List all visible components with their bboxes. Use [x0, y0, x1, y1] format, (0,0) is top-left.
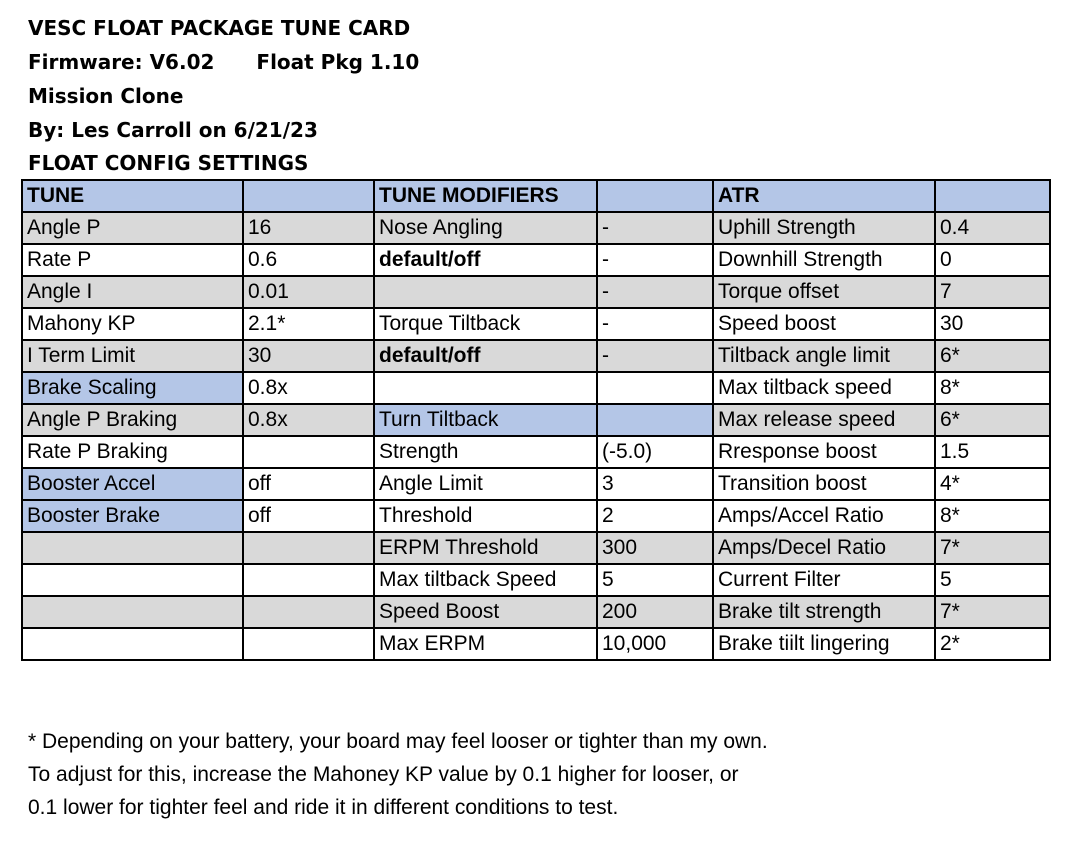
table-cell: - — [597, 244, 713, 276]
table-cell: Mahony KP — [22, 308, 243, 340]
table-cell: - — [597, 308, 713, 340]
table-cell: off — [243, 468, 374, 500]
board-name: Mission Clone — [28, 84, 184, 108]
table-cell: (-5.0) — [597, 436, 713, 468]
table-cell — [22, 532, 243, 564]
table-cell: Transition boost — [713, 468, 935, 500]
table-cell: 2.1* — [243, 308, 374, 340]
table-cell: Angle P — [22, 212, 243, 244]
table-row — [22, 564, 1050, 596]
table-cell: 7 — [935, 276, 1050, 308]
table-cell: Rate P Braking — [22, 436, 243, 468]
table-cell: Nose Angling — [374, 212, 597, 244]
table-cell: Rresponse boost — [713, 436, 935, 468]
table-cell: 10,000 — [597, 628, 713, 660]
table-cell: 7* — [935, 532, 1050, 564]
table-row — [22, 340, 1050, 372]
table-cell: Angle I — [22, 276, 243, 308]
table-cell — [243, 564, 374, 596]
table-cell: 5 — [597, 564, 713, 596]
table-cell: 300 — [597, 532, 713, 564]
table-cell: 8* — [935, 500, 1050, 532]
table-row — [22, 308, 1050, 340]
table-cell: Current Filter — [713, 564, 935, 596]
header-cell-atr: ATR — [713, 180, 935, 212]
table-cell: Brake tilt strength — [713, 596, 935, 628]
table-header-row — [22, 180, 1050, 212]
table-cell: 0.8x — [243, 372, 374, 404]
table-cell: 2* — [935, 628, 1050, 660]
table-cell: Booster Accel — [22, 468, 243, 500]
table-cell: 16 — [243, 212, 374, 244]
table-cell: Max ERPM — [374, 628, 597, 660]
float-pkg-version: Float Pkg 1.10 — [256, 50, 420, 74]
table-row — [22, 212, 1050, 244]
table-cell: Tiltback angle limit — [713, 340, 935, 372]
footnote-line: 0.1 lower for tighter feel and ride it in different conditions to test. — [28, 796, 619, 819]
table-cell: - — [597, 340, 713, 372]
table-row — [22, 596, 1050, 628]
table-row — [22, 244, 1050, 276]
header-cell — [243, 180, 374, 212]
table-cell — [597, 404, 713, 436]
table-cell: 200 — [597, 596, 713, 628]
footnote — [28, 725, 768, 824]
table-cell: 6* — [935, 340, 1050, 372]
table-cell: Torque Tiltback — [374, 308, 597, 340]
table-cell: 0 — [935, 244, 1050, 276]
author-line: By: Les Carroll on 6/21/23 — [28, 118, 318, 142]
table-cell: 3 — [597, 468, 713, 500]
table-cell: 2 — [597, 500, 713, 532]
table-cell: 1.5 — [935, 436, 1050, 468]
table-cell: default/off — [374, 244, 597, 276]
table-cell: - — [597, 212, 713, 244]
footnote-line: * Depending on your battery, your board may feel looser or tighter than my own. — [28, 730, 768, 753]
table-cell: Downhill Strength — [713, 244, 935, 276]
card-title: VESC FLOAT PACKAGE TUNE CARD — [28, 16, 411, 40]
table-row — [22, 500, 1050, 532]
table-row — [22, 372, 1050, 404]
table-cell: Max release speed — [713, 404, 935, 436]
table-cell — [243, 532, 374, 564]
header-cell — [935, 180, 1050, 212]
table-cell — [597, 372, 713, 404]
table-cell: 0.4 — [935, 212, 1050, 244]
footnote-line: To adjust for this, increase the Mahoney KP value by 0.1 higher for looser, or — [28, 763, 739, 786]
table-cell: 5 — [935, 564, 1050, 596]
table-cell — [22, 564, 243, 596]
table-row — [22, 436, 1050, 468]
table-cell — [374, 372, 597, 404]
table-cell: 0.01 — [243, 276, 374, 308]
table-cell: off — [243, 500, 374, 532]
table-row — [22, 276, 1050, 308]
header-cell-tune-modifiers: TUNE MODIFIERS — [374, 180, 597, 212]
table-cell: 30 — [935, 308, 1050, 340]
table-row — [22, 628, 1050, 660]
table-cell: 8* — [935, 372, 1050, 404]
tune-table — [21, 179, 1051, 661]
table-cell: Amps/Accel Ratio — [713, 500, 935, 532]
firmware-line — [28, 49, 419, 75]
table-cell — [22, 628, 243, 660]
table-cell: Angle P Braking — [22, 404, 243, 436]
table-cell: Booster Brake — [22, 500, 243, 532]
table-cell: Amps/Decel Ratio — [713, 532, 935, 564]
table-cell: Max tiltback Speed — [374, 564, 597, 596]
section-title: FLOAT CONFIG SETTINGS — [28, 151, 309, 175]
header-cell — [597, 180, 713, 212]
table-cell — [243, 628, 374, 660]
table-cell: 6* — [935, 404, 1050, 436]
table-cell: Speed boost — [713, 308, 935, 340]
table-cell: Rate P — [22, 244, 243, 276]
header-cell-tune: TUNE — [22, 180, 243, 212]
table-cell: Torque offset — [713, 276, 935, 308]
table-cell: 0.6 — [243, 244, 374, 276]
table-cell: 30 — [243, 340, 374, 372]
table-cell: - — [597, 276, 713, 308]
table-cell: default/off — [374, 340, 597, 372]
table-row — [22, 532, 1050, 564]
firmware-version: Firmware: V6.02 — [28, 50, 215, 74]
table-cell: Max tiltback speed — [713, 372, 935, 404]
table-row — [22, 468, 1050, 500]
table-cell: Turn Tiltback — [374, 404, 597, 436]
table-cell — [243, 436, 374, 468]
table-cell: Strength — [374, 436, 597, 468]
table-cell: Threshold — [374, 500, 597, 532]
table-cell — [243, 596, 374, 628]
table-cell — [22, 596, 243, 628]
table-cell: I Term Limit — [22, 340, 243, 372]
table-cell: 7* — [935, 596, 1050, 628]
table-cell — [374, 276, 597, 308]
table-cell: ERPM Threshold — [374, 532, 597, 564]
table-cell: Uphill Strength — [713, 212, 935, 244]
table-cell: Speed Boost — [374, 596, 597, 628]
table-cell: Angle Limit — [374, 468, 597, 500]
table-cell: Brake tiilt lingering — [713, 628, 935, 660]
table-cell: 4* — [935, 468, 1050, 500]
table-cell: 0.8x — [243, 404, 374, 436]
table-cell: Brake Scaling — [22, 372, 243, 404]
table-row — [22, 404, 1050, 436]
